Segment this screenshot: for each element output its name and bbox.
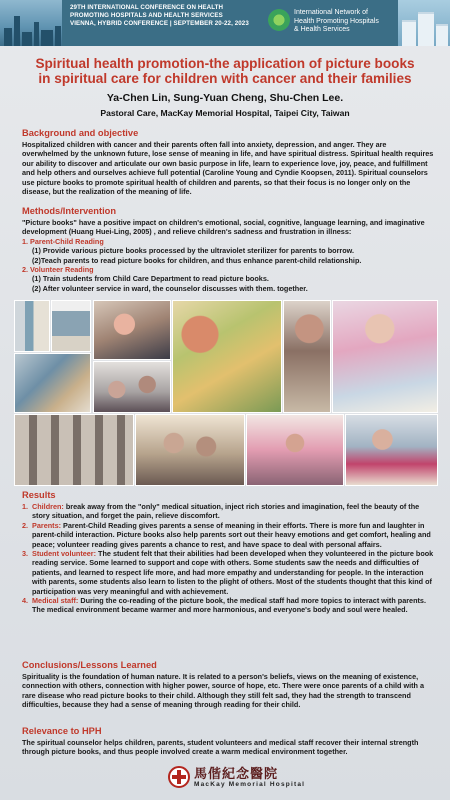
- hph-network-logo-icon: [268, 9, 290, 31]
- methods-heading: Methods/Intervention: [22, 206, 117, 216]
- results-item-label: Student volunteer:: [32, 549, 97, 559]
- photo-parent-child-reading: [93, 300, 171, 360]
- authors: Ya-Chen Lin, Sung-Yuan Cheng, Shu-Chen Lee.: [106, 92, 344, 104]
- photo-reading-cart: [14, 353, 91, 413]
- results-item-number: 2.: [22, 520, 29, 530]
- results-item-number: 4.: [22, 596, 29, 606]
- results-item-text: break away from the "only" medical situation, inject rich stories and imagination, feel the beauty of the story situation, and forget the pain, relieve discomfort.: [32, 502, 420, 521]
- title-line-1: Spiritual health promotion-the application of picture books: [35, 56, 415, 71]
- results-item-number: 3.: [22, 549, 29, 559]
- photo-picture-book-pages: [172, 300, 282, 413]
- results-item: [22, 502, 434, 521]
- photo-volunteer-training: [14, 414, 134, 486]
- results-heading: Results: [22, 490, 56, 500]
- photo-ward-reading: [246, 414, 344, 486]
- network-line-2: Health Promoting Hospitals: [294, 17, 379, 25]
- affiliation: Pastoral Care, MacKay Memorial Hospital, Taipei City, Taiwan: [100, 108, 350, 118]
- conclusions-heading: Conclusions/Lessons Learned: [22, 660, 157, 670]
- photo-bookshelf: [14, 300, 50, 352]
- conference-header: [0, 0, 450, 46]
- background-heading: Background and objective: [22, 128, 139, 138]
- methods-item2-a: (1) Train students from Child Care Department to read picture books.: [32, 274, 269, 284]
- photo-sterilizer-cabinet: [51, 300, 91, 352]
- photo-child-with-book: [332, 300, 438, 413]
- conference-info: [70, 4, 260, 28]
- photo-group-reading: [93, 361, 171, 413]
- network-name: [294, 9, 394, 35]
- photo-volunteer-reading: [283, 300, 331, 413]
- conference-line-1: 29TH INTERNATIONAL CONFERENCE ON HEALTH: [70, 4, 224, 11]
- relevance-text: The spiritual counselor helps children, parents, student volunteers and medical staff recover their internal strength through picture books, and thus people involved create a warm medical environment together.: [22, 738, 419, 757]
- conference-line-2: PROMOTING HOSPITALS AND HEALTH SERVICES: [70, 12, 223, 19]
- mackay-cross-logo-icon: [168, 766, 190, 788]
- results-item-label: Parents:: [32, 520, 62, 530]
- conclusions-text: Spirituality is the foundation of human nature. It is related to a person's beliefs, views on the meaning of existence, connection with others, connection with higher power, source of hope, etc. There were once parents of a child with a rare disease who read picture books to their child. Although they still felt sad, they had the strength to transcend difficulties, because they had a sense of meaning through reading for their child.: [22, 672, 425, 710]
- hospital-name-chinese: 馬偕紀念醫院: [194, 767, 279, 782]
- methods-body: [22, 218, 434, 293]
- conference-line-3: VIENNA, HYBRID CONFERENCE | SEPTEMBER 20-22, 2023: [70, 20, 249, 27]
- results-item: [22, 549, 434, 596]
- hospital-name-english: MacKay Memorial Hospital: [194, 781, 306, 788]
- results-item-text: The student felt that their abilities had been developed when they volunteered in the picture book reading service. Some learned to support and cope with others. Some students saw the needs and difficulties of patients, and learned to respect life more, and had more empathy and understanding for people. In the interaction with parents, some students also learn to listen to the plight of others. Most of the students thought that this kind of participation was very meaningful and with achievement.: [32, 549, 434, 596]
- relevance-heading: Relevance to HPH: [22, 726, 102, 736]
- methods-item2-b: (2) After volunteer service in ward, the counselor discusses with them. together.: [32, 283, 308, 293]
- methods-item1-a: (1) Provide various picture books processed by the ultraviolet sterilizer for parents to borrow.: [32, 246, 355, 256]
- network-line-3: & Health Services: [294, 26, 350, 33]
- results-item-text: During the co-reading of the picture book, the medical staff had more topics to interact with parents. The medical environment became warmer and more harmonious, and everyone's body and soul were healed.: [32, 596, 426, 615]
- results-item: [22, 521, 434, 549]
- results-item-number: 1.: [22, 502, 29, 511]
- poster-title: [8, 56, 442, 86]
- methods-intro: "Picture books" have a positive impact on children's emotional, social, cognitive, language learning, and imaginative development (Huang Huei-Ling, 2005) , and relieve children's sadness and frustration in illness:: [22, 218, 425, 237]
- background-text: Hospitalized children with cancer and their parents often fall into anxiety, depression, and anger. They are overwhelmed by the unknown future, lose sense of meaning in life, and have spiritual distress. Spiritual health requires our ability to discover and articulate our own basic purpose in life, learn to experience love, joy, peace, and fulfillment and help others and ourselves achieve full potential (Caroline Young and Cyndie Koopsen, 2011). Spiritual counselors use picture books to promote spiritual health of children and parents, so that their focus is no longer only on the disease, but the realization of the meaning of life.: [22, 140, 434, 197]
- methods-item1-title: 1. Parent-Child Reading: [22, 236, 104, 246]
- methods-item2-title: 2. Volunteer Reading: [22, 265, 94, 275]
- vienna-skyline-image: [0, 0, 62, 46]
- network-line-1: International Network of: [294, 9, 368, 16]
- photo-nurse-with-child: [345, 414, 438, 486]
- photo-students-discussion: [135, 414, 245, 486]
- results-item-label: Medical staff:: [32, 596, 79, 606]
- results-item: [22, 596, 434, 615]
- results-item-label: Children:: [32, 502, 64, 511]
- results-list: [22, 502, 434, 615]
- hospital-building-image: [398, 0, 450, 46]
- results-item-text: Parent-Child Reading gives parents a sense of meaning in their efforts. There is more fun and laughter in parent-child interaction. Picture books also help parents sort out their heavy emotions and get comfort, healing and peace; volunteer reading gives parents a chance to rest, and have space to deal with personal affairs.: [32, 520, 431, 549]
- methods-item1-b: (2)Teach parents to read picture books for children, and thus enhance parent-child relationship.: [32, 255, 362, 265]
- title-line-2: in spiritual care for children with cancer and their families: [38, 71, 412, 86]
